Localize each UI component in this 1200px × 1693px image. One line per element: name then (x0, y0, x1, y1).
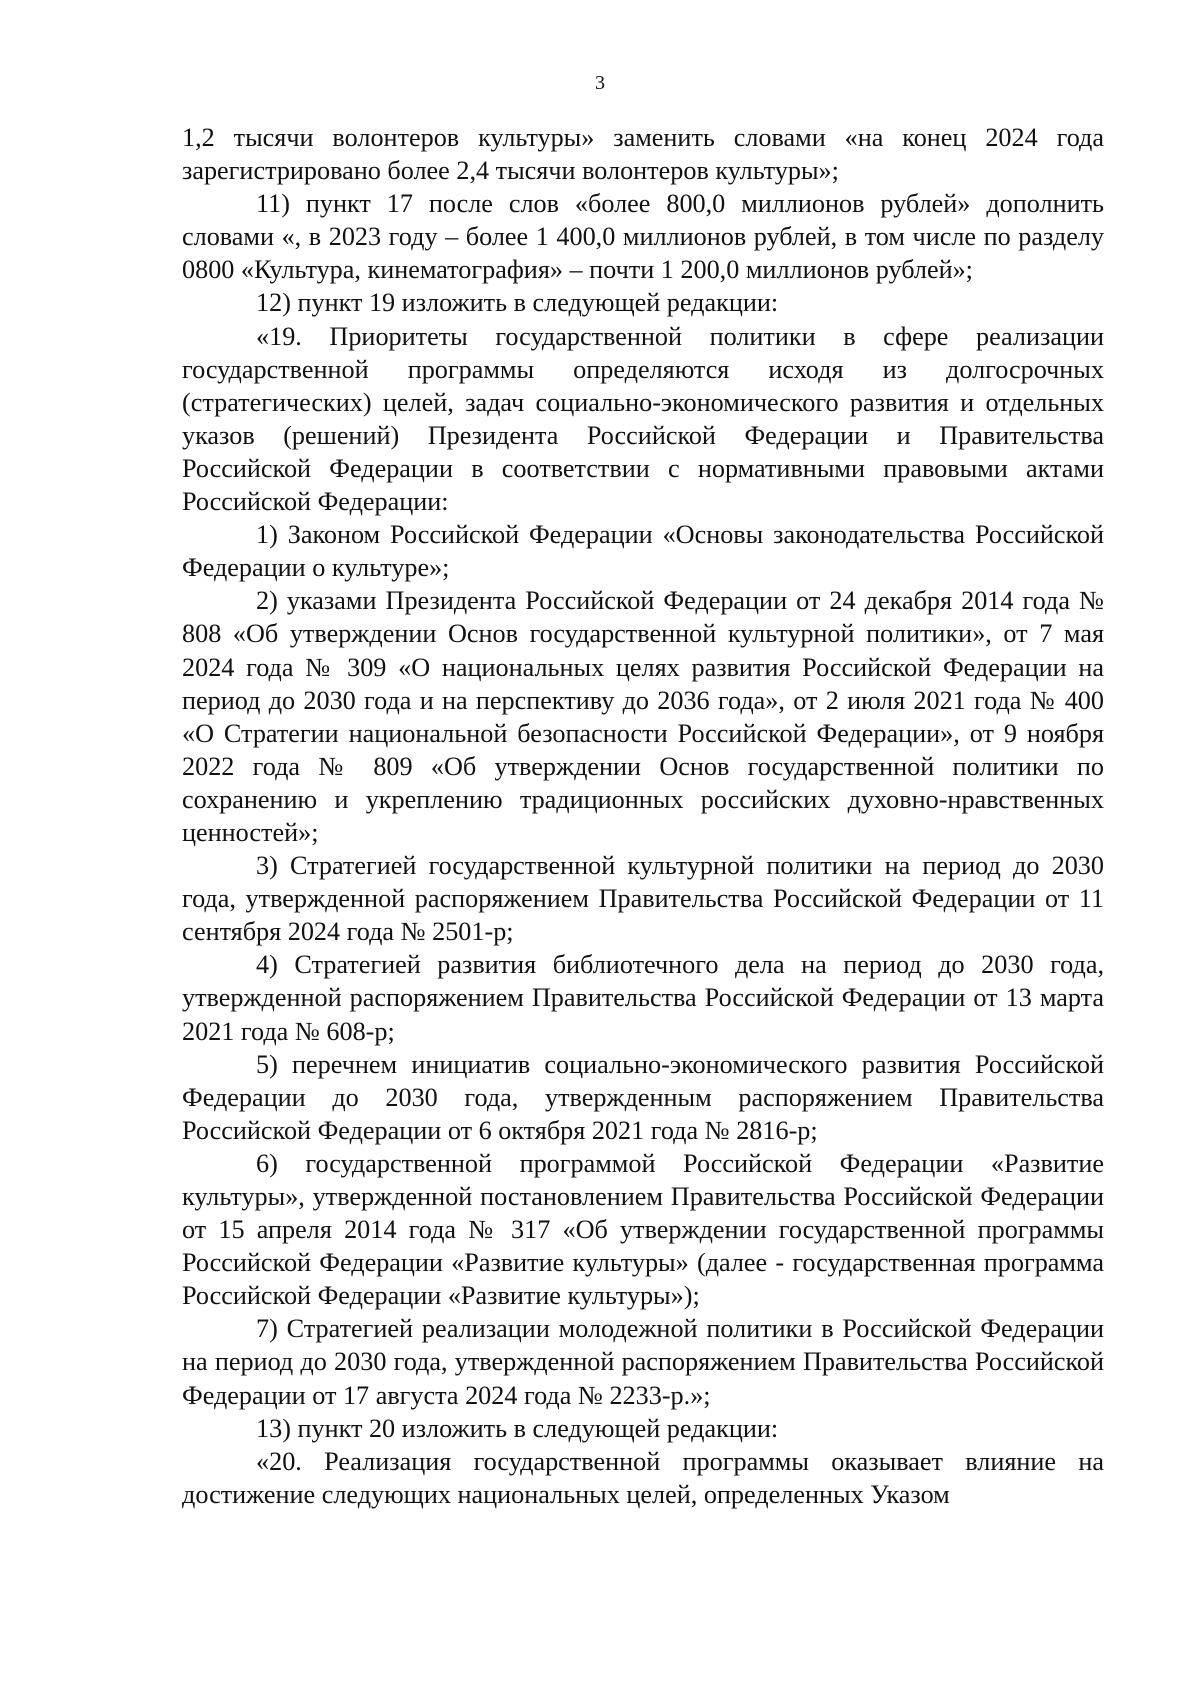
list-item-5: 5) перечнем инициатив социально-экономического развития Российской Федерации до 2030 года, утвержденным распоряжением Правительства Российской Федерации от 6 октября 2021 года № 2816-р; (182, 1049, 1104, 1145)
list-item-4: 4) Стратегией развития библиотечного дела на период до 2030 года, утвержденной распоряжением Правительства Российской Федерации от 13 марта 2021 года № 608-р; (182, 950, 1104, 1046)
list-item-7: 7) Стратегией реализации молодежной политики в Российской Федерации на период до 2030 года, утвержденной распоряжением Правительства Российской Федерации от 17 августа 2024 года № 2233-р.»; (182, 1314, 1104, 1410)
list-item-2: 2) указами Президента Российской Федерации от 24 декабря 2014 года № 808 «Об утверждении Основ государственной культурной политики», от 7 мая 2024 года № 309 «О национальных целях развития Российской Федерации на период до 2030 года и на перспективу до 2036 года», от 2 июля 2021 года № 400 «О Стратегии национальной безопасности Российской Федерации», от 9 ноября 2022 года № 809 «Об утверждении Основ государственной политики по сохранению и укреплению традиционных российских духовно-нравственных ценностей»; (182, 586, 1104, 847)
list-item-6: 6) государственной программой Российской Федерации «Развитие культуры», утвержденной постановлением Правительства Российской Федерации от 15 апреля 2014 года № 317 «Об утверждении государственной программы Российской Федерации «Развитие культуры» (далее - государственная программа Российской Федерации «Развитие культуры»); (182, 1148, 1104, 1311)
paragraph-clause-19: «19. Приоритеты государственной политики в сфере реализации государственной программы определяются исходя из долгосрочных (стратегических) целей, задач социально-экономического развития и отдельных указов (решений) Президента Российской Федерации и Правительства Российской Федерации в соответствии с нормативными правовыми актами Российской Федерации: (182, 321, 1104, 517)
document-body (182, 121, 1104, 1511)
list-item-1: 1) Законом Российской Федерации «Основы законодательства Российской Федерации о культуре»; (182, 520, 1104, 583)
paragraph-item-11: 11) пункт 17 после слов «более 800,0 миллионов рублей» дополнить словами «, в 2023 году – более 1 400,0 миллионов рублей, в том числе по разделу 0800 «Культура, кинематография» – почти 1 200,0 миллионов рублей»; (182, 189, 1104, 285)
paragraph-clause-20: «20. Реализация государственной программы оказывает влияние на достижение следующих национальных целей, определенных Указом (182, 1446, 1104, 1509)
page-number: 3 (595, 72, 605, 94)
paragraph-volunteers: 1,2 тысячи волонтеров культуры» заменить словами «на конец 2024 года зарегистрировано более 2,4 тысячи волонтеров культуры»; (182, 123, 1104, 186)
paragraph-item-12: 12) пункт 19 изложить в следующей редакции: (256, 288, 779, 318)
paragraph-item-13: 13) пункт 20 изложить в следующей редакции: (256, 1413, 779, 1443)
list-item-3: 3) Стратегией государственной культурной политики на период до 2030 года, утвержденной распоряжением Правительства Российской Федерации от 11 сентября 2024 года № 2501-р; (182, 851, 1104, 947)
